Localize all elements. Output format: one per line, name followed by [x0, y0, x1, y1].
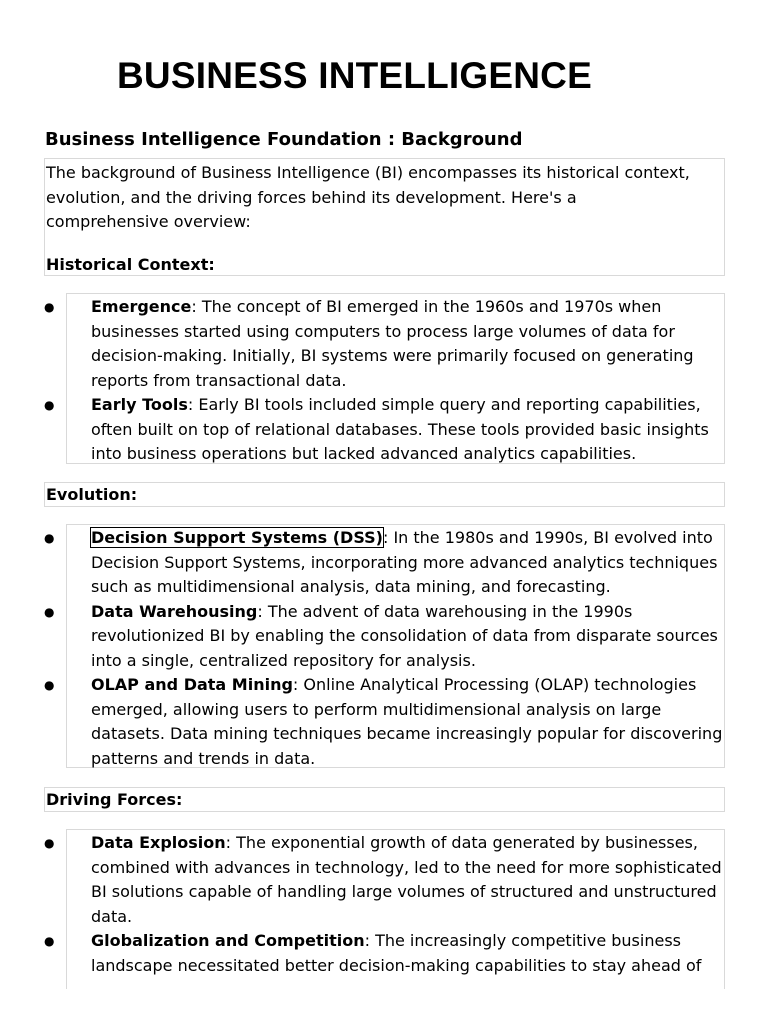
- document-title: BUSINESS INTELLIGENCE: [117, 55, 592, 96]
- list-item: [44, 673, 724, 771]
- list-item-text: : The exponential growth of data generated by businesses, combined with advances in technology, led to the need for more sophisticated BI solutions capable of handling large volumes of structured and unstructured data.: [91, 833, 722, 926]
- list-item: [44, 526, 724, 600]
- list-item-term: Early Tools: [91, 395, 188, 414]
- bullet-icon: ●: [44, 604, 55, 619]
- list-item-term: Decision Support Systems (DSS): [91, 528, 383, 547]
- driving-forces-heading-box: [44, 787, 725, 812]
- intro-paragraph: The background of Business Intelligence (BI) encompasses its historical context, evolution, and the driving forces behind its development. Here's a comprehensive overview:: [46, 163, 690, 231]
- list-item-text: : Early BI tools included simple query and reporting capabilities, often built on top of relational databases. These tools provided basic insights into business operations but lacked advanced analytics capabilities.: [91, 395, 709, 463]
- list-item: [44, 600, 724, 674]
- list-item-text: : In the 1980s and 1990s, BI evolved into Decision Support Systems, incorporating more advanced analytics techniques such as multidimensional analysis, data mining, and forecasting.: [91, 528, 718, 596]
- list-item-term: OLAP and Data Mining: [91, 675, 293, 694]
- section-heading-driving-forces: Driving Forces:: [46, 790, 183, 809]
- list-item-term: Data Explosion: [91, 833, 226, 852]
- list-item-term: Data Warehousing: [91, 601, 258, 621]
- evolution-heading-box: [44, 482, 725, 507]
- list-item: [44, 929, 724, 978]
- document-subtitle: Business Intelligence Foundation : Background: [45, 129, 523, 150]
- list-item-term: Emergence: [91, 297, 192, 316]
- section-heading-evolution: Evolution:: [46, 485, 138, 504]
- list-item-term: Globalization and Competition: [91, 931, 365, 950]
- bullet-icon: ●: [44, 398, 55, 412]
- bullet-icon: ●: [44, 678, 55, 692]
- section-heading-historical: Historical Context:: [46, 254, 215, 274]
- list-item: [44, 295, 724, 393]
- bullet-icon: ●: [44, 934, 55, 948]
- driving-forces-list-box: [44, 829, 725, 989]
- list-item: [44, 393, 724, 467]
- historical-list: [44, 294, 724, 467]
- evolution-list-box: [44, 524, 725, 768]
- intro-box: [44, 158, 725, 276]
- bullet-icon: ●: [44, 531, 55, 545]
- list-item-text: : The advent of data warehousing in the 1990s revolutionized BI by enabling the consolidation of data from disparate sources into a single, centralized repository for analysis.: [91, 601, 718, 670]
- list-item-text: : Online Analytical Processing (OLAP) technologies emerged, allowing users to perform multidimensional analysis on large datasets. Data mining techniques became increasingly popular for discovering patterns and trends in data.: [91, 675, 723, 768]
- bullet-icon: ●: [44, 836, 55, 850]
- list-item-text: : The increasingly competitive business landscape necessitated better decision-making capabilities to stay ahead of: [91, 931, 702, 975]
- list-item: [44, 831, 724, 929]
- evolution-list: [44, 525, 724, 771]
- historical-list-box: [44, 293, 725, 464]
- driving-forces-list: [44, 830, 724, 978]
- bullet-icon: ●: [44, 300, 55, 314]
- list-item-text: : The concept of BI emerged in the 1960s and 1970s when businesses started using computers to process large volumes of data for decision-making. Initially, BI systems were primarily focused on generating reports from transactional data.: [91, 297, 694, 390]
